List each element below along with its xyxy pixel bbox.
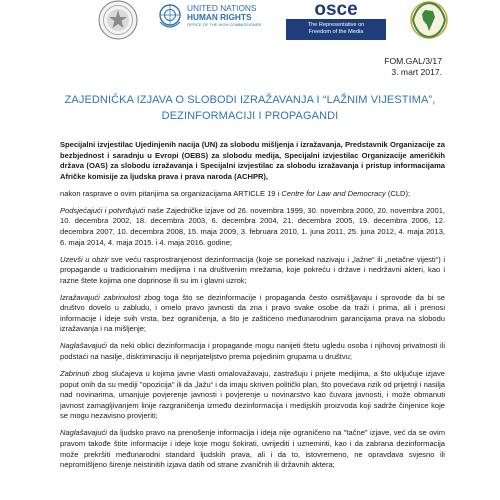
reference-code: FOM.GAL/3/17 <box>384 56 442 66</box>
un-line3: OFFICE OF THE HIGH COMMISSIONER <box>187 22 262 27</box>
paragraph-taking-note <box>60 255 445 287</box>
paragraph-consultation <box>60 189 445 200</box>
un-line2: HUMAN RIGHTS <box>187 12 252 22</box>
p5-text: zbog toga što se dezinformacije i propaganda često osmišljavaju i sprovode da bi se društvo dovelo u zabludu, i omelo pravo javnosti da zna i pravo svake osobe da traži i prima, ali i prenosi informacije i ideje svih vrsta, bez ograničenja, a što je zaštićeno međunarodnim garancijama prava na slobodu izražavanja i na mišljenje; <box>60 292 445 334</box>
document-reference <box>384 56 442 78</box>
p2-text-c: (CLD); <box>385 188 411 198</box>
un-emblem-icon <box>157 2 183 32</box>
osce-line2: Freedom of the Media <box>308 29 364 35</box>
p7-text: zbog slučajeva u kojima javne vlasti omalovažavaju, zastrašuju i prijete medijima, a što uključuje izjave poput onih da su mediji "opozicija" ili da „lažu“ i da imaju skriven politički plan, što povećava rizik od prijetnji i nasilja nad novinarima, umanjuje povjerenje javnosti i povjerenje u novinarstvo kao čuvara javnosti, i može obmanuti javnost zamagljivanjem linije razgraničenja između dezinformacija i medijskih proizvoda koji sadrže činjenice koje se mogu nezavisno provjeriti; <box>60 369 445 421</box>
paragraph-recalling <box>60 206 445 248</box>
un-human-rights-logo <box>157 2 275 36</box>
oas-seal-icon <box>98 0 138 40</box>
osce-wordmark: osce <box>314 0 358 18</box>
p7-lead: Zabrinuti <box>60 369 90 379</box>
p2-text-a: nakon rasprave o ovim pitanjima sa organizacijama ARTICLE 19 i <box>60 188 282 198</box>
title-line2: DEZINFORMACIJI I PROPAGANDI <box>161 110 339 122</box>
osce-logo <box>286 0 386 40</box>
paragraph-concern <box>60 293 445 335</box>
p3-text: naše Zajedničke izjave od 26. novembra 1999, 30. novembra 2000, 20. novembra 2001, 10. decembra 2002, 18. decembra 2003, 6. decembra 2004, 21. decembra 2005, 19. decembra 2006, 12. decembra 2007, 10. decembra 2008, 15. maja 2009, 3. februara 2010, 1. juna 2011, 25. juna 2012, 4. maja 2013, 6. maja 2014, 4. maja 2015. i 4. maja 2016. godine; <box>60 205 445 247</box>
paragraph-signatories: Specijalni izvjestilac Ujedinjenih nacija (UN) za slobodu mišljenja i izražavanja, Predstavnik Organizacije za bezbjednost i saradnju u Evropi (OEBS) za slobodu medija, Specijalni izvjestilac Organizacije američkih država (OAS) za slobodu izražavanja i Specijalni izvjestilac za slobodu izražavanja i pristup informacijama Afričke komisije za ljudska prava i prava naroda (ACHPR), <box>60 140 445 181</box>
paragraph-stressing-harm <box>60 341 445 362</box>
osce-wordmark-icon <box>286 0 386 18</box>
african-union-emblem-icon <box>405 0 453 40</box>
p5-lead: Izražavajući zabrinutost <box>60 292 141 302</box>
p6-lead: Naglašavajući <box>60 341 107 351</box>
p8-text: da ljudsko pravo na prenošenje informacija i ideja nije ograničeno na "tačne" izjave, već da se ovim pravom takođe štite informacije i ideje koje mogu šokirati, uvrijediti i uznemiriti, kao i da zabrana dezinformacija može prekršiti međunarodni standard ljudskih prava, ali i da to, istovremeno, ne opravdava svjesno ili nepromišljeno širenje neistinitih izjava datih od strane zvaničnih ili državnih aktera; <box>60 428 445 470</box>
paragraph-alarmed <box>60 369 445 422</box>
reference-date: 3. mart 2017. <box>391 67 442 77</box>
logo-bar <box>0 0 500 40</box>
document-title <box>60 92 440 124</box>
p3-lead: Podsjećajući i potvrđujući <box>60 205 146 215</box>
title-line1: ZAJEDNIČKA IZJAVA O SLOBODI IZRAŽAVANJA I “LAŽNIM VIJESTIMA”, <box>64 94 436 106</box>
p4-lead: Uzevši u obzir <box>60 254 109 264</box>
osce-line1: The Representative on <box>307 22 365 28</box>
p8-lead: Naglašavajući <box>60 428 107 438</box>
p4-text: sve veću rasprostranjenost dezinformacija (koje se ponekad nazivaju i „lažne“ ili „netačne vijesti“) i propagande u tradicionalnim medijima i na društvenim mrežama, koje pokreću i države i nedržavni akteri, kao i razne štete kojima one doprinose ili su im i glavni uzrok; <box>60 254 445 285</box>
p6-text: da neki oblici dezinformacija i propagande mogu nanijeti štetu ugledu osoba i njihovoj privatnosti ili podstaći na nasilje, diskriminaciju ili neprijateljstvo prema pojedinim grupama u društvu; <box>60 341 445 362</box>
paragraph-stressing-rights <box>60 428 445 470</box>
document-body <box>60 140 445 477</box>
p2-text-b: Centre for Law and Democracy <box>281 188 386 198</box>
un-line1: UNITED NATIONS <box>187 3 257 13</box>
